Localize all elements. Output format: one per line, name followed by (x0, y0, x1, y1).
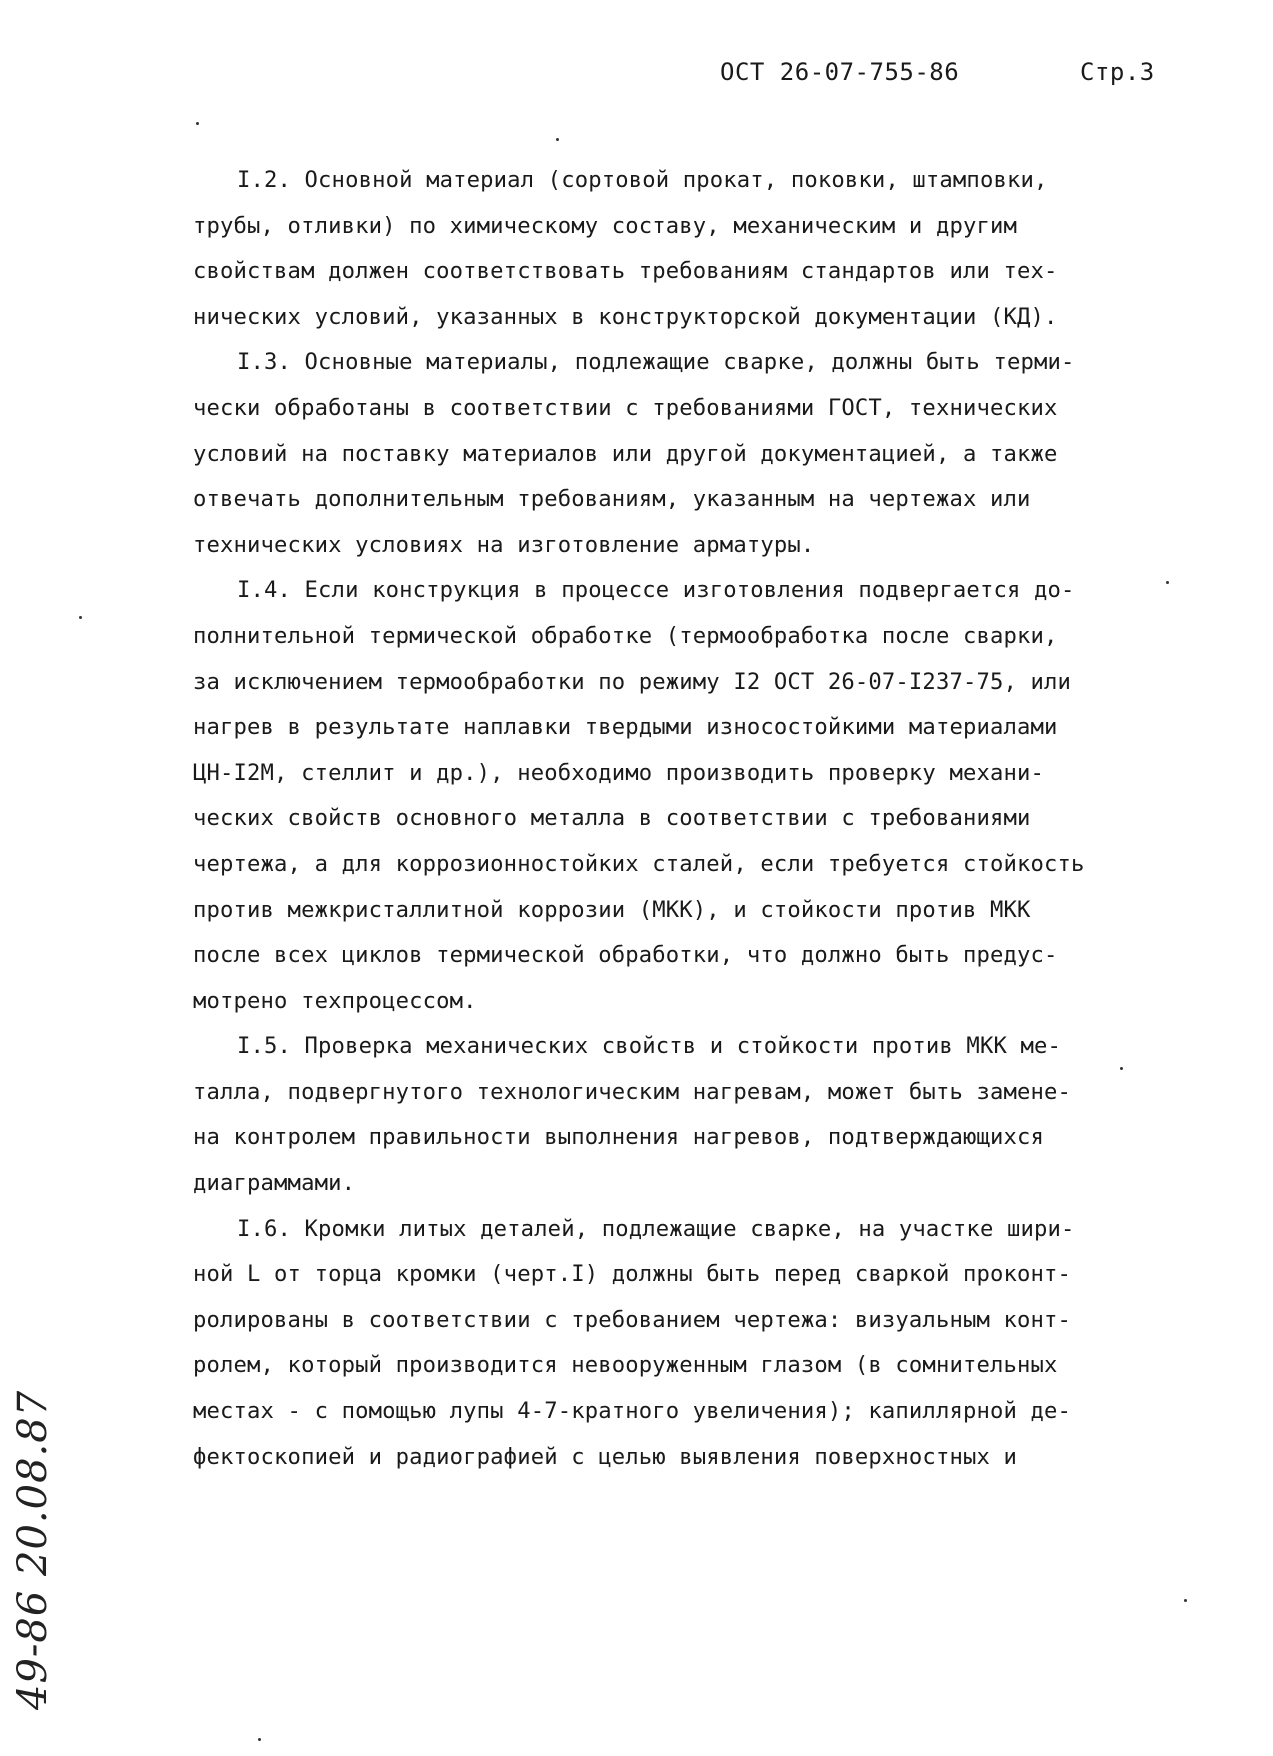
text-line: ролем, который производится невооруженным глазом (в сомнительных (193, 1352, 1058, 1379)
text-line: I.5. Проверка механических свойств и стойкости против МКК ме- (237, 1033, 1061, 1060)
text-line: ческих свойств основного металла в соответствии с требованиями (193, 805, 1031, 832)
text-line: свойствам должен соответствовать требованиям стандартов или тех- (193, 258, 1058, 285)
text-line: I.2. Основной материал (сортовой прокат, поковки, штамповки, (237, 167, 1048, 193)
scan-speck (79, 616, 82, 619)
paragraph-1-4 (193, 568, 1233, 1024)
text-line: ной L от торца кромки (черт.I) должны быть перед сваркой проконт- (193, 1261, 1072, 1288)
text-line: I.3. Основные материалы, подлежащие сварке, должны быть терми- (237, 349, 1075, 376)
text-line: полнительной термической обработке (термообработка после сварки, (193, 622, 1058, 649)
text-line: нагрев в результате наплавки твердыми износостойкими материалами (193, 714, 1058, 741)
text-line: ЦН-I2М, стеллит и др.), необходимо производить проверку механи- (193, 759, 1045, 786)
handwritten-margin-note: 49-86 20.08.87 (10, 1389, 56, 1710)
text-line: местах - с помощью лупы 4-7-кратного увеличения); капиллярной де- (193, 1398, 1072, 1425)
text-line: на контролем правильности выполнения нагревов, подтверждающихся (193, 1124, 1045, 1151)
text-line: условий на поставку материалов или другой документацией, а также (193, 440, 1058, 467)
text-line: I.6. Кромки литых деталей, подлежащие сварке, на участке шири- (237, 1215, 1075, 1242)
text-line: против межкристаллитной коррозии (МКК), и стойкости против МКК (193, 896, 1031, 923)
text-line: отвечать дополнительным требованиям, указанным на чертежах или (193, 486, 1031, 513)
body-text (193, 158, 1233, 1480)
text-line: мотрено техпроцессом. (193, 987, 477, 1014)
text-line: после всех циклов термической обработки, что должно быть предус- (193, 942, 1058, 969)
document-number: ОСТ 26-07-755-86 (720, 58, 960, 86)
paragraph-1-5 (193, 1024, 1233, 1206)
text-line: нических условий, указанных в конструкторской документации (КД). (193, 303, 1058, 330)
text-line: фектоскопией и радиографией с целью выявления поверхностных и (193, 1443, 1017, 1470)
scan-speck (1184, 1599, 1187, 1602)
page-header (720, 58, 1155, 86)
scan-speck (1120, 1067, 1123, 1070)
page-number: Стр.3 (1080, 58, 1155, 86)
scan-speck (258, 1738, 261, 1741)
text-line: I.4. Если конструкция в процессе изготовления подвергается до- (237, 577, 1075, 604)
text-line: трубы, отливки) по химическому составу, механическим и другим (193, 212, 1017, 239)
scan-speck (1166, 581, 1169, 584)
scan-speck (196, 122, 199, 125)
text-line: диаграммами. (193, 1170, 356, 1197)
scan-speck (556, 138, 559, 141)
text-line: технических условиях на изготовление арматуры. (193, 531, 815, 558)
text-line: чертежа, а для коррозионностойких сталей, если требуется стойкость (193, 850, 1085, 877)
paragraph-1-6 (193, 1207, 1233, 1481)
text-line: талла, подвергнутого технологическим нагревам, может быть замене- (193, 1078, 1072, 1105)
paragraph-1-3 (193, 340, 1233, 568)
paragraph-1-2 (193, 158, 1233, 340)
text-line: ролированы в соответствии с требованием чертежа: визуальным конт- (193, 1306, 1072, 1333)
text-line: за исключением термообработки по режиму I2 ОСТ 26-07-I237-75, или (193, 668, 1072, 695)
text-line: чески обработаны в соответствии с требованиями ГОСТ, технических (193, 394, 1058, 421)
